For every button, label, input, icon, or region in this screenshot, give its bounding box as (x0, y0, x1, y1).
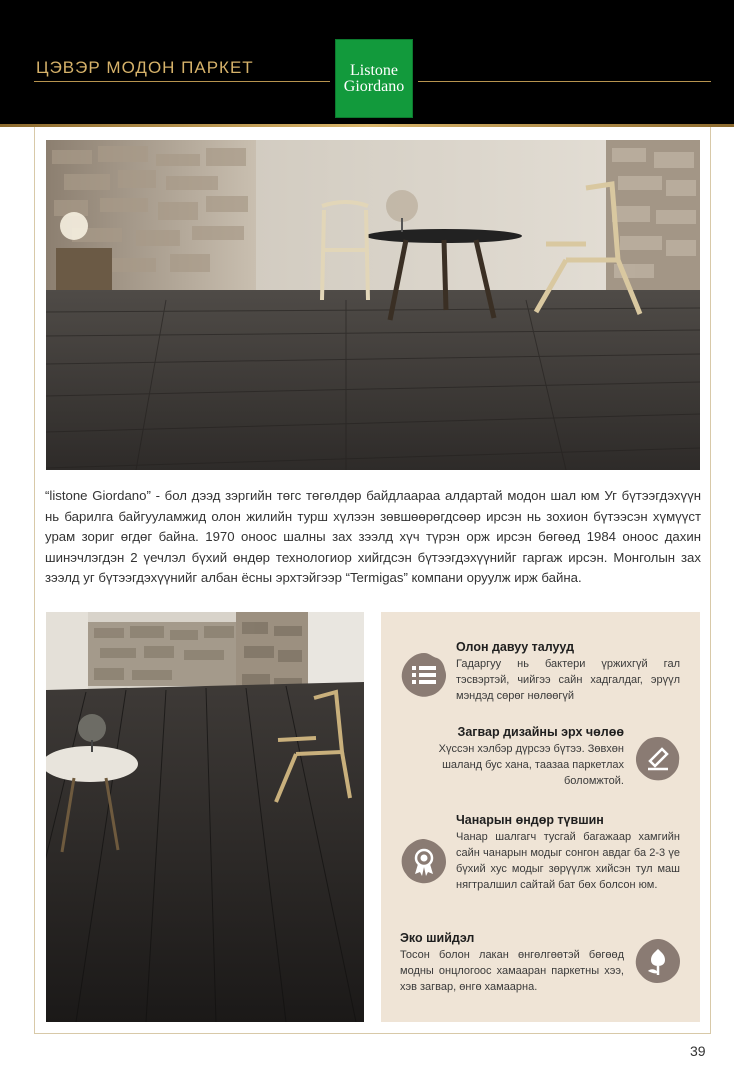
feature-high-quality (456, 813, 680, 893)
feature-text: Чанар шалгагч тусгай багажаар хамгийн сайн чанарын модыг сонгон авдаг ба 2-3 үе бүхий хус модыг зөрүүлж хийсэн тул маш нягтралшил сайтай бат бөх болсон юм. (456, 831, 680, 891)
logo-line1: Listone (350, 61, 398, 79)
feature-text: Хүссэн хэлбэр дүрсээ бүтээ. Зөвхөн шаланд бус хана, таазаа паркетлах боломжтой. (438, 743, 624, 787)
feature-text: Гадаргуу нь бактери үржихгүй гал тэсвэртэй, чийгээ сайн хадгалдаг, эрүүл мэндэд сөрөг нөлөөгүй (456, 658, 680, 702)
feature-design-freedom (396, 725, 624, 789)
room-photo-top (46, 140, 700, 470)
page-title: ЦЭВЭР МОДОН ПАРКЕТ (36, 58, 254, 77)
feature-eco (400, 931, 624, 995)
award-icon (400, 837, 448, 885)
pen-icon (634, 735, 682, 783)
feature-title: Олон давуу талууд (456, 640, 575, 654)
brand-logo (335, 39, 413, 118)
header-rule-right (418, 81, 711, 82)
list-icon (400, 651, 448, 699)
header-rule-left (34, 81, 330, 82)
logo-line2: Giordano (343, 77, 405, 95)
feature-title: Загвар дизайны эрх чөлөө (457, 725, 624, 739)
intro-paragraph: “listone Giordano” - бол дээд зэргийн төгс төгөлдөр байдлаараа алдартай модон шал юм Уг бүтээгдэхүүн нь барилга байгууламжид олон жилийн турш хүлээн зөвшөөрөгдсөөр ирсэн нь зохион бүтээсэн хүмүүст урам зориг өгдөг байна. 1970 оноос шалны зах зээлд хүч түрэн орж ирсэн бөгөөд 1984 оноос дахин шинэчлэгдэн 2 үечлэл бүхий өндөр технологиор хийгдсэн бүтээгдэхүүнийг гаргаж ирсэн. Монголын зах зээлд уг бүтээгдэхүүнийг албан ёсны эрхтэйгээр “Termigas” компани оруулж ирж байна. (45, 488, 701, 585)
room-photo-left (46, 612, 364, 1022)
feature-text: Тосон болон лакан өнгөлгөөтэй бөгөөд модны онцлогоос хамааран паркетны хээ, хэв загвар, өнгө хамаарна. (400, 949, 624, 993)
feature-title: Чанарын өндөр түвшин (456, 813, 604, 827)
flower-icon (634, 937, 682, 985)
feature-title: Эко шийдэл (400, 931, 475, 945)
feature-advantages (456, 640, 680, 704)
page-number: 39 (690, 1043, 706, 1059)
